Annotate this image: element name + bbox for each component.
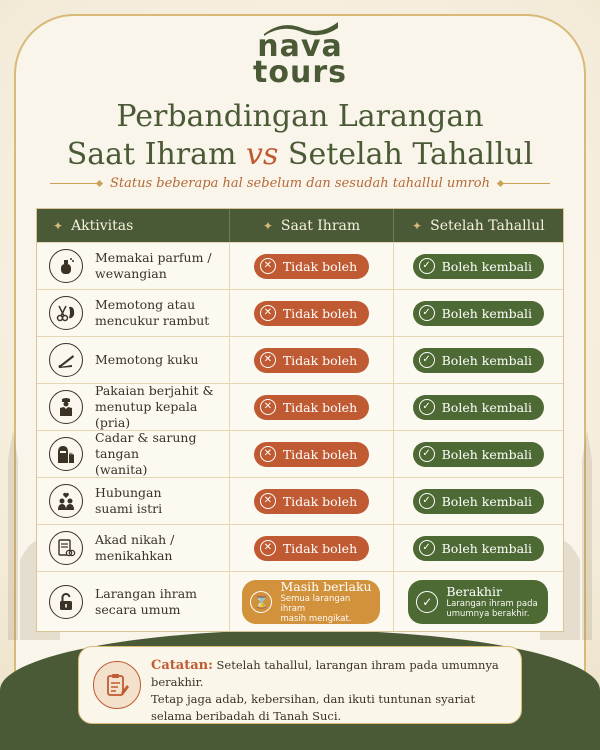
sparkle-icon: ✦ xyxy=(262,218,273,233)
check-icon: ✓ xyxy=(419,540,435,556)
veil-glove-icon xyxy=(49,437,83,471)
check-icon: ✓ xyxy=(419,399,435,415)
status-badge-not-allowed: ✕ Tidak boleh xyxy=(254,536,369,561)
status-badge-allowed-again: ✓ Boleh kembali xyxy=(413,254,544,279)
status-badge-not-allowed: ✕ Tidak boleh xyxy=(254,489,369,514)
check-icon: ✓ xyxy=(419,493,435,509)
subtitle-row xyxy=(0,176,600,191)
divider-right xyxy=(500,183,550,184)
table-header xyxy=(37,209,563,242)
sparkle-icon: ✦ xyxy=(412,218,423,233)
nail-clipper-icon xyxy=(49,343,83,377)
header-tahallul: ✦ Setelah Tahallul xyxy=(412,217,545,234)
status-badge-allowed-again: ✓ Boleh kembali xyxy=(413,536,544,561)
divider-left xyxy=(50,183,100,184)
scissors-hair-icon xyxy=(49,296,83,330)
title-line-2 xyxy=(0,136,600,174)
title-vs: vs xyxy=(246,137,279,172)
header-activity: ✦ Aktivitas xyxy=(37,209,230,242)
title-tahallul: Setelah Tahallul xyxy=(287,137,534,172)
x-icon: ✕ xyxy=(260,258,276,274)
table-row xyxy=(37,477,563,524)
check-icon: ✓ xyxy=(419,305,435,321)
status-badge-not-allowed: ✕ Tidak boleh xyxy=(254,348,369,373)
status-badge-allowed-again: ✓ Boleh kembali xyxy=(413,442,544,467)
clipboard-pen-icon xyxy=(93,661,141,709)
activity-label: Cadar & sarung tangan (wanita) xyxy=(95,430,197,477)
table-row-general xyxy=(37,571,563,631)
x-icon: ✕ xyxy=(260,540,276,556)
status-badge-still-valid: ⌛ Masih berlaku Semua larangan ihram masih mengikat. xyxy=(242,580,380,624)
table-row xyxy=(37,383,563,430)
activity-label: Larangan ihram secara umum xyxy=(95,585,198,617)
contract-rings-icon xyxy=(49,531,83,565)
perfume-icon xyxy=(49,249,83,283)
brand-logo xyxy=(0,18,600,90)
check-icon: ✓ xyxy=(419,258,435,274)
note-line-1: Setelah tahallul, larangan ihram pada umumnya berakhir. xyxy=(151,658,499,689)
note-label: Catatan: xyxy=(151,658,213,673)
table-row xyxy=(37,430,563,477)
status-badge-allowed-again: ✓ Boleh kembali xyxy=(413,301,544,326)
subtitle: Status beberapa hal sebelum dan sesudah tahallul umroh xyxy=(109,176,490,191)
flag-icon xyxy=(262,20,340,36)
table-row xyxy=(37,524,563,571)
activity-label: Memotong kuku xyxy=(95,352,199,367)
status-badge-not-allowed: ✕ Tidak boleh xyxy=(254,442,369,467)
status-badge-not-allowed: ✕ Tidak boleh xyxy=(254,395,369,420)
status-badge-not-allowed: ✕ Tidak boleh xyxy=(254,254,369,279)
status-badge-not-allowed: ✕ Tidak boleh xyxy=(254,301,369,326)
table-row xyxy=(37,242,563,289)
hourglass-icon: ⌛ xyxy=(250,591,272,613)
status-badge-ended: ✓ Berakhir Larangan ihram pada umumnya berakhir. xyxy=(408,580,548,624)
activity-label: Memotong atau mencukur rambut xyxy=(95,297,210,328)
note-line-2: Tetap jaga adab, kebersihan, dan ikuti tuntunan syariat selama beribadah di Tanah Suci. xyxy=(151,692,476,723)
stitched-clothes-icon xyxy=(49,390,83,424)
brand-line-1: nava xyxy=(257,29,343,64)
x-icon: ✕ xyxy=(260,352,276,368)
status-badge-allowed-again: ✓ Boleh kembali xyxy=(413,348,544,373)
header-ihram: ✦ Saat Ihram xyxy=(230,209,393,242)
unlocked-padlock-icon xyxy=(49,585,83,619)
x-icon: ✕ xyxy=(260,446,276,462)
title-line-1: Perbandingan Larangan xyxy=(116,99,484,134)
x-icon: ✕ xyxy=(260,399,276,415)
status-badge-allowed-again: ✓ Boleh kembali xyxy=(413,395,544,420)
activity-label: Hubungan suami istri xyxy=(95,485,163,516)
page-title xyxy=(0,98,600,174)
x-icon: ✕ xyxy=(260,493,276,509)
activity-label: Pakaian berjahit & menutup kepala (pria) xyxy=(95,383,214,430)
check-icon: ✓ xyxy=(419,446,435,462)
title-ihram: Saat Ihram xyxy=(66,137,237,172)
check-icon: ✓ xyxy=(419,352,435,368)
table-row xyxy=(37,336,563,383)
note-box xyxy=(78,646,522,724)
status-badge-allowed-again: ✓ Boleh kembali xyxy=(413,489,544,514)
sparkle-icon: ✦ xyxy=(53,218,64,233)
couple-heart-icon xyxy=(49,484,83,518)
table-row xyxy=(37,289,563,336)
brand-line-2: tours xyxy=(253,55,347,90)
check-icon: ✓ xyxy=(416,591,438,613)
comparison-table xyxy=(36,208,564,632)
activity-label: Akad nikah / menikahkan xyxy=(95,532,175,563)
activity-label: Memakai parfum / wewangian xyxy=(95,250,212,281)
note-text xyxy=(151,657,511,725)
x-icon: ✕ xyxy=(260,305,276,321)
